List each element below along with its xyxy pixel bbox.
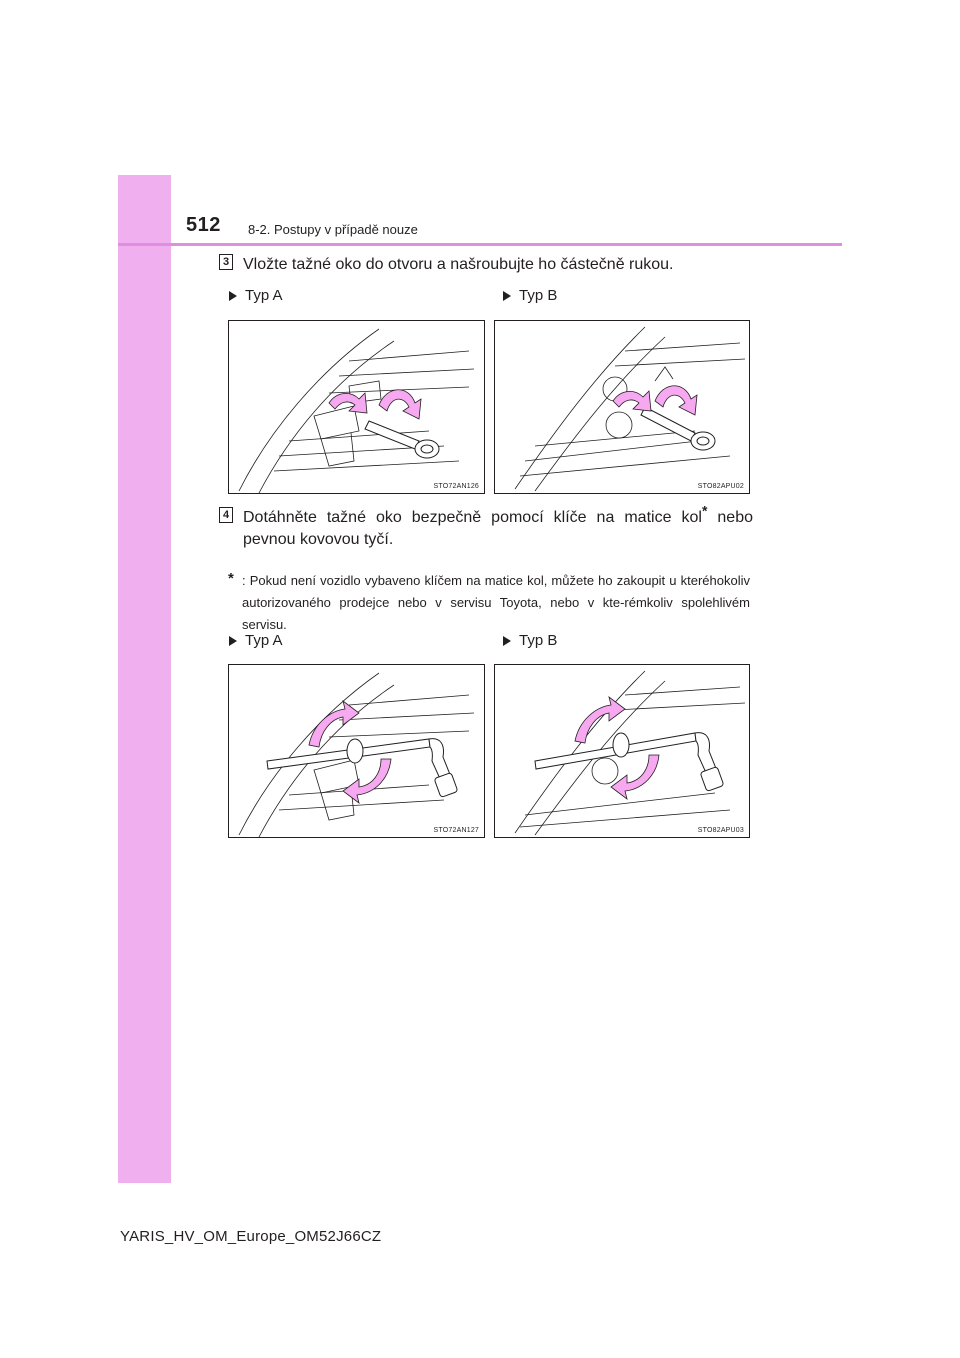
step-4-number-box: 4 xyxy=(219,507,233,523)
step-3-text: Vložte tažné oko do otvoru a našroubujte ho částečně rukou. xyxy=(243,256,674,273)
figure-code: STO72AN126 xyxy=(433,483,479,490)
step-3-type-a-label xyxy=(229,287,283,304)
asterisk-mark: * xyxy=(701,502,708,519)
wrench-tighten-illustration xyxy=(229,665,485,838)
triangle-bullet-icon xyxy=(229,291,237,301)
triangle-bullet-icon xyxy=(503,636,511,646)
type-a-text: Typ A xyxy=(245,632,283,649)
tow-eye-insert-illustration xyxy=(229,321,485,494)
document-id-footer: YARIS_HV_OM_Europe_OM52J66CZ xyxy=(120,1228,382,1245)
type-a-text: Typ A xyxy=(245,287,283,304)
page-number: 512 xyxy=(186,214,221,236)
figure-step4-type-b xyxy=(494,664,750,838)
figure-step4-type-a xyxy=(228,664,485,838)
tow-eye-insert-illustration xyxy=(495,321,750,494)
step-4-text xyxy=(243,502,754,551)
footnote-text: : Pokud není vozidlo vybaveno klíčem na matice kol, můžete ho zakoupit u kteréhokoliv autorizovaného prodejce nebo v servisu Toyota, nebo v kte-rémkoliv spolehlivém servisu. xyxy=(242,573,750,632)
step-4-type-a-label xyxy=(229,632,283,649)
figure-code: STO82APU03 xyxy=(697,827,744,834)
figure-code: STO72AN127 xyxy=(433,827,479,834)
triangle-bullet-icon xyxy=(503,291,511,301)
figure-step3-type-a xyxy=(228,320,485,494)
type-b-text: Typ B xyxy=(519,632,558,649)
type-b-text: Typ B xyxy=(519,287,558,304)
figure-step3-type-b xyxy=(494,320,750,494)
footnote-asterisk: * xyxy=(228,570,234,587)
step-4-text-part1: Dotáhněte tažné oko bezpečně pomocí klíče na matice kol xyxy=(243,509,702,526)
triangle-bullet-icon xyxy=(229,636,237,646)
chapter-sidebar-tab xyxy=(118,175,171,1183)
footnote xyxy=(228,570,750,636)
section-title: 8-2. Postupy v případě nouze xyxy=(248,222,418,237)
step-3-type-b-label xyxy=(503,287,557,304)
step-4-type-b-label xyxy=(503,632,557,649)
figure-code: STO82APU02 xyxy=(697,483,744,490)
step-3-number-box: 3 xyxy=(219,254,233,270)
header-rule xyxy=(118,243,842,246)
step-4-text-part2: nebo pevnou kovovou tyčí. xyxy=(243,509,754,548)
wrench-tighten-illustration xyxy=(495,665,750,838)
